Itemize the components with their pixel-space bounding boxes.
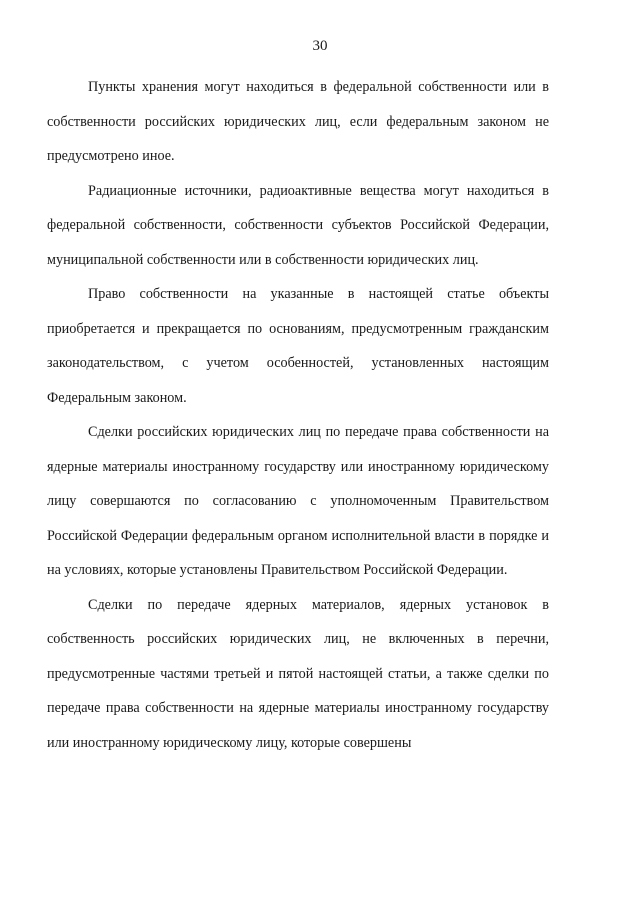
paragraph-storage-points: Пункты хранения могут находиться в федеральной собственности или в собственности российских юридических лиц, если федеральным законом не предусмотрено иное. xyxy=(47,79,549,164)
document-body xyxy=(47,70,549,760)
paragraph-transfer-transactions: Сделки по передаче ядерных материалов, ядерных установок в собственность российских юридических лиц, не включенных в перечни, предусмотренные частями третьей и пятой настоящей статьи, а также сделки по передаче права собственности на ядерные материалы иностранному государству или иностранному юридическому лицу, которые совершены xyxy=(47,596,549,751)
paragraph-foreign-transfer: Сделки российских юридических лиц по передаче права собственности на ядерные материалы иностранному государству или иностранному юридическому лицу совершаются по согласованию с уполномоченным Правительством Российской Федерации федеральным органом исполнительной власти в порядке и на условиях, которые установлены Правительством Российской Федерации. xyxy=(47,424,549,578)
page-number: 30 xyxy=(312,38,328,54)
paragraph-radiation-sources: Радиационные источники, радиоактивные вещества могут находиться в федеральной собственности, собственности субъектов Российской Федерации, муниципальной собственности или в собственности юридических лиц. xyxy=(47,182,549,268)
paragraph-ownership-right: Право собственности на указанные в настоящей статье объекты приобретается и прекращается по основаниям, предусмотренным гражданским законодательством, с учетом особенностей, установленных настоящим Федеральным законом. xyxy=(47,286,549,406)
